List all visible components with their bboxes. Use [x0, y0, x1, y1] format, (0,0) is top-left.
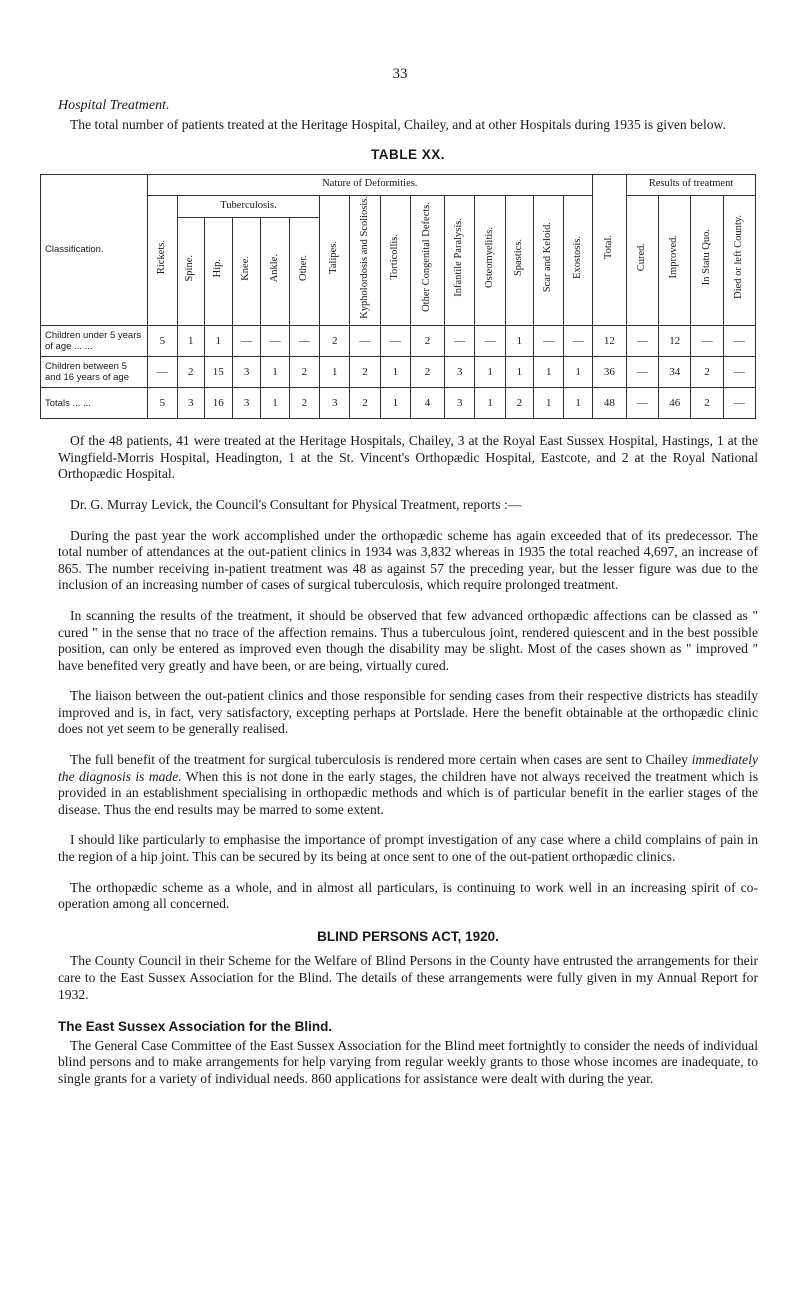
blind-persons-act-heading: BLIND PERSONS ACT, 1920. [317, 928, 499, 944]
table-cell: 1 [204, 326, 232, 357]
table-cell: — [261, 326, 289, 357]
row-label: Totals ... ... [41, 388, 148, 419]
table-cell: 1 [564, 388, 592, 419]
table-cell: — [445, 326, 475, 357]
table-cell: — [475, 326, 505, 357]
col-header-statu-quo [691, 195, 723, 325]
col-header-scar-keloid-text: Scar and Keloid. [542, 222, 554, 293]
table-cell: 1 [178, 326, 205, 357]
col-header-ankle-text: Ankle. [268, 253, 280, 283]
total-header-text: Total. [603, 234, 615, 259]
hospital-treatment-title: Hospital Treatment. [58, 98, 170, 113]
table-cell: 2 [505, 388, 533, 419]
table-cell: 3 [232, 357, 260, 388]
table-cell: 2 [178, 357, 205, 388]
table-row [41, 357, 756, 388]
row-label: Children under 5 years of age ... ... [41, 326, 148, 357]
table-cell: 1 [320, 357, 350, 388]
table-cell: 3 [178, 388, 205, 419]
col-header-improved [659, 195, 691, 325]
table-cell: — [626, 326, 658, 357]
results-header: Results of treatment [626, 174, 755, 195]
table-cell: 1 [261, 357, 289, 388]
col-header-improved-text: Improved. [668, 235, 680, 279]
table-cell: 1 [534, 388, 564, 419]
hospital-intro: The total number of patients treated at the Heritage Hospital, Chailey, and at other Hospitals during 1935 is given below. [70, 116, 726, 132]
table-cell: 1 [380, 388, 410, 419]
col-header-ankle [261, 217, 289, 326]
table-cell: 1 [475, 388, 505, 419]
table-title: TABLE XX. [370, 147, 445, 163]
col-header-kypholordosis [350, 195, 380, 325]
col-header-osteomyelitis-text: Osteomyelitis. [483, 226, 495, 288]
table-cell: — [147, 357, 177, 388]
rickets-header-text: Rickets. [156, 240, 168, 275]
patients-summary: Of the 48 patients, 41 were treated at the Heritage Hospitals, Chailey, 3 at the Royal East Sussex Hospital, Hastings, 1 at the Wingfield-Morris Hospital, Headington, 1 at the St. Vincent's Orthopædic Hospital, Eastcote, and 2 at the Royal National Orthopædic Hospital. [58, 433, 758, 482]
table-cell: — [564, 326, 592, 357]
table-cell: 2 [289, 357, 319, 388]
col-header-infantile-paralysis [445, 195, 475, 325]
table-cell: 12 [592, 326, 626, 357]
table-cell: 2 [691, 357, 723, 388]
table-cell: 2 [691, 388, 723, 419]
table-cell: — [691, 326, 723, 357]
table-cell: 1 [534, 357, 564, 388]
report-paragraph-tuberculosis [58, 752, 758, 818]
col-header-scar-keloid [534, 195, 564, 325]
table-cell: 3 [232, 388, 260, 419]
tuberculosis-text-b: When this is not done in the early stages, the children have not always received the treatment which is provided in an establishment specialising in orthopædic methods and which is of particular benefit in the earlier stages of the disease. Thus the end results may be marred to some extent. [58, 768, 758, 817]
table-cell: 2 [410, 326, 444, 357]
col-header-cured [626, 195, 658, 325]
table-cell: 34 [659, 357, 691, 388]
col-header-other-tb [289, 217, 319, 326]
page-content [45, 98, 758, 1088]
col-header-knee-text: Knee. [240, 255, 252, 281]
col-header-talipes-text: Talipes. [328, 240, 340, 274]
tuberculosis-text-emphasis: immediately the diagnosis is made. [58, 752, 758, 784]
total-header [592, 174, 626, 325]
col-header-kypholordosis-text: Kypholordosis and Scoliosis. [358, 195, 370, 319]
col-header-exostosis [564, 195, 592, 325]
col-header-spastics [505, 195, 533, 325]
tuberculosis-text-a: The full benefit of the treatment for surgical tuberculosis is rendered more certain when cases are sent to Chailey [70, 752, 692, 768]
col-header-other-tb-text: Other. [298, 255, 310, 282]
report-paragraph-scheme: The orthopædic scheme as a whole, and in almost all particulars, is continuing to work well in an increasing spirit of co-operation among all concerned. [58, 879, 758, 912]
col-header-exostosis-text: Exostosis. [571, 235, 583, 279]
table-row [41, 326, 756, 357]
col-header-spine [178, 217, 205, 326]
association-paragraph: The General Case Committee of the East Sussex Association for the Blind meet fortnightly to consider the needs of individual blind persons and to make arrangements for help varying from regular weekly grants to those whose incomes are inadequate, to single grants for a variety of individual needs. 860 applications for assistance were dealt with during the year. [58, 1037, 758, 1086]
col-header-talipes [320, 195, 350, 325]
table-cell: 2 [320, 326, 350, 357]
table-cell: 3 [320, 388, 350, 419]
table-cell: — [350, 326, 380, 357]
table-cell: 12 [659, 326, 691, 357]
table-cell: 2 [410, 357, 444, 388]
table-cell: — [723, 388, 755, 419]
report-paragraph-results: In scanning the results of the treatment, it should be observed that few advanced orthopædic affections can be classed as " cured " in the sense that no trace of the affection remains. Thus a tuberculous joint, rendered quiescent and in the best possible position, can only be entered as improved even though the disability may be slight. Most of the cases shown as " improved " have benefited very greatly and have been, or are being, virtually cured. [58, 607, 758, 673]
col-header-statu-quo-text: In Statu Quo. [700, 229, 712, 286]
table-cell: 2 [350, 388, 380, 419]
col-header-torticollis [380, 195, 410, 325]
table-cell: 5 [147, 388, 177, 419]
col-header-hip-text: Hip. [211, 258, 223, 278]
report-paragraph-liaison: The liaison between the out-patient clinics and those responsible for sending cases from their respective districts has steadily improved and is, in fact, very satisfactory, excepting perhaps at Portslade. Here the benefit obtainable at the orthopædic clinic does not yet seem to be generally realised. [58, 688, 758, 737]
table-cell: 36 [592, 357, 626, 388]
col-header-died-left-text: Died or left County. [732, 215, 744, 300]
nature-of-deformities-header: Nature of Deformities. [147, 174, 592, 195]
col-header-spine-text: Spine. [184, 254, 196, 282]
table-cell: 15 [204, 357, 232, 388]
table-body [41, 326, 756, 419]
table-cell: — [534, 326, 564, 357]
col-header-torticollis-text: Torticollis. [389, 234, 401, 280]
col-header-congenital [410, 195, 444, 325]
table-cell: 1 [261, 388, 289, 419]
blind-scheme-paragraph: The County Council in their Scheme for the Welfare of Blind Persons in the County have entrusted the arrangements for their care to the East Sussex Association for the Blind. The details of these arrangements were fully given in my Annual Report for 1932. [58, 953, 758, 1002]
table-cell: — [232, 326, 260, 357]
table-cell: 3 [445, 357, 475, 388]
table-cell: 2 [350, 357, 380, 388]
deformities-table [40, 174, 756, 419]
report-paragraph-attendances: During the past year the work accomplished under the orthopædic scheme has again exceeded that of its predecessor. The total number of attendances at the out-patient clinics in 1934 was 3,832 whereas in 1935 the total reached 4,697, an increase of 865. The number receiving in-patient treatment was 48 as against 57 the preceding year, but the lesser figure was due to the inclusion of an increasing number of cases of surgical tuberculosis, which require prolonged treatment. [58, 527, 758, 593]
tuberculosis-header: Tuberculosis. [178, 195, 320, 217]
table-cell: 16 [204, 388, 232, 419]
col-header-cured-text: Cured. [636, 243, 648, 272]
report-paragraph-hip-joint: I should like particularly to emphasise the importance of prompt investigation of any case where a child complains of pain in the region of a hip joint. This can be secured by its being at once sent to one of the out-patient orthopædic clinics. [58, 832, 758, 865]
association-heading: The East Sussex Association for the Blind. [58, 1019, 333, 1035]
table-cell: — [380, 326, 410, 357]
col-header-infantile-paralysis-text: Infantile Paralysis. [453, 217, 465, 297]
table-cell: 46 [659, 388, 691, 419]
col-header-congenital-text: Other Congenital Defects. [421, 202, 433, 313]
table-cell: 1 [564, 357, 592, 388]
table-cell: — [289, 326, 319, 357]
table-cell: 48 [592, 388, 626, 419]
col-header-spastics-text: Spastics. [513, 238, 525, 276]
table-cell: 1 [475, 357, 505, 388]
table-cell: 2 [289, 388, 319, 419]
table-cell: — [626, 357, 658, 388]
table-cell: 4 [410, 388, 444, 419]
page-number: 33 [392, 66, 408, 82]
col-header-osteomyelitis [475, 195, 505, 325]
table-cell: 3 [445, 388, 475, 419]
col-header-knee [232, 217, 260, 326]
col-header-hip [204, 217, 232, 326]
table-cell: — [723, 357, 755, 388]
col-header-died-left [723, 195, 755, 325]
table-cell: — [723, 326, 755, 357]
rickets-header [147, 195, 177, 325]
classification-header: Classification. [41, 174, 148, 325]
table-cell: 1 [505, 326, 533, 357]
table-cell: 1 [505, 357, 533, 388]
table-row [41, 388, 756, 419]
table-cell: 1 [380, 357, 410, 388]
table-cell: — [626, 388, 658, 419]
row-label: Children between 5 and 16 years of age [41, 357, 148, 388]
consultant-report-intro: Dr. G. Murray Levick, the Council's Consultant for Physical Treatment, reports :— [70, 496, 522, 512]
table-cell: 5 [147, 326, 177, 357]
